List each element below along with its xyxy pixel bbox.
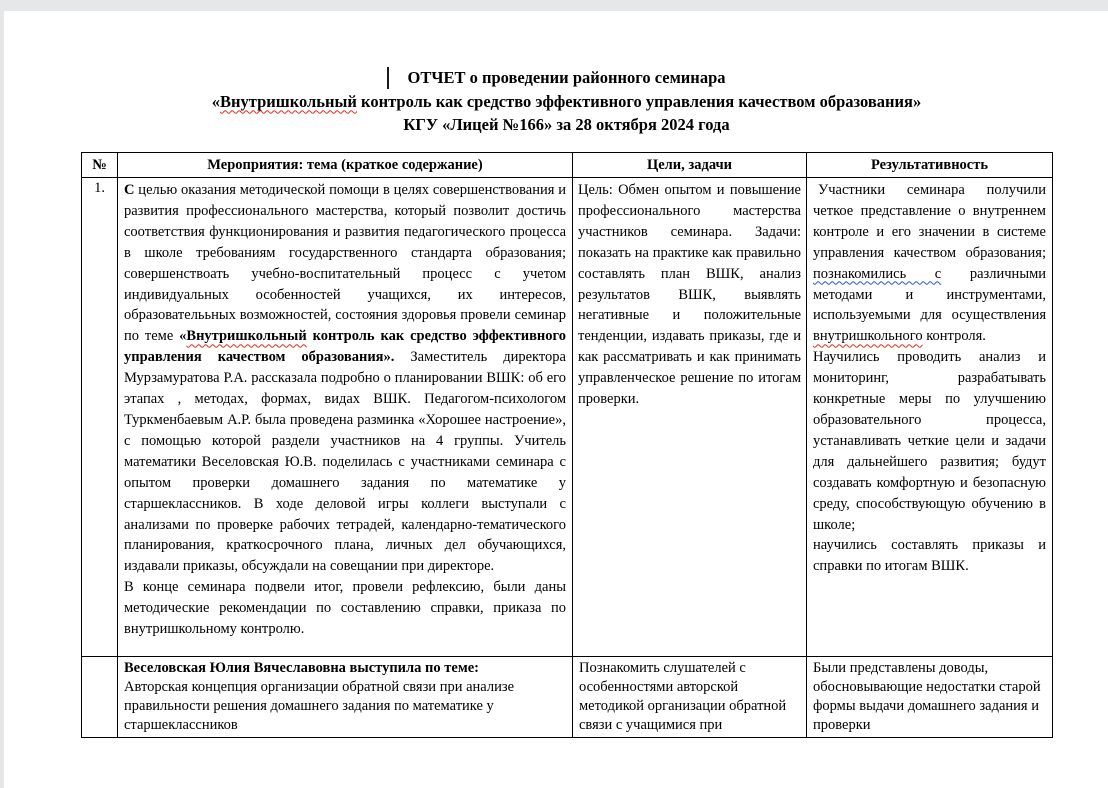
title-quote-open: « xyxy=(211,91,221,111)
column-header-results: Результативность xyxy=(807,153,1053,178)
title-line-school-date: КГУ «Лицей №166» за 28 октября 2024 года xyxy=(403,115,730,134)
row2-goals-text: Познакомить слушателей с особенностями авторской методикой организации обратной связи с учащимися при xyxy=(579,660,787,733)
table-row xyxy=(82,657,1053,738)
row1-goals-cell xyxy=(573,178,807,657)
row2-number-cell xyxy=(82,657,118,738)
results-text-2: различными методами и инструментами, используемыми для осуществления xyxy=(813,265,1046,324)
column-header-goals: Цели, задачи xyxy=(573,153,807,178)
activity-text-1: целью оказания методической помощи в целях совершенствования и развития профессионального мастерства, который позволит достичь соответствия функционирования и развития педагогического процесса в школе требованиям государственного стандарта образования; совершенствоать учебно-воспитательный процесс с учетом индивидуальных особенностей учащихся, их интересов, образователььных возможностей, состояния здоровья провели семинар по теме xyxy=(124,182,566,345)
results-paragraph-1 xyxy=(813,180,1046,347)
results-grammar-flagged-phrase: познакомились с xyxy=(813,265,942,282)
title-misspelled-word: Внутришкольный xyxy=(220,91,357,111)
title-theme-rest: контроль как средство эффективного управления качеством образования» xyxy=(356,91,922,111)
results-paragraph-3: научились составлять приказы и справки по итогам ВШК. xyxy=(813,537,1046,575)
row1-results-cell xyxy=(807,178,1053,657)
column-header-activity: Мероприятия: тема (краткое содержание) xyxy=(118,153,573,178)
results-text-1: Участники семинара получили четкое представление о внутреннем контроле и его значении в системе управления качеством образования; xyxy=(813,182,1046,261)
activity-paragraph-2: В конце семинара подвели итог, провели рефлексию, были даны методические рекомендации по составлению справки, приказа по внутришкольному контролю. xyxy=(124,579,566,638)
report-table xyxy=(81,152,1053,738)
column-header-number: № xyxy=(82,153,118,178)
results-text-3: контроля. xyxy=(922,328,986,345)
activity-bold-theme: контроль как средство эффективного управления качеством образования». xyxy=(124,328,566,366)
table-header-row xyxy=(82,153,1053,178)
row2-results-cell xyxy=(807,657,1053,738)
row1-activity-cell xyxy=(118,178,573,657)
activity-paragraph-1 xyxy=(124,180,566,577)
results-misspelled-word: внутришкольного xyxy=(813,328,923,345)
document-title xyxy=(81,66,1052,137)
table-row xyxy=(82,178,1053,657)
activity-text-2: Заместитель директора Мурзамуратова Р.А. рассказала подробно о планировании ВШК: об его этапах , методах, формах, видах ВШК. Педагогом-психологом Туркменбаевым А.Р. была проведена разминка «Хорошее настроение», с помощью которой раздели участников на 4 группы. Учитель математики Веселовская Ю.В. поделилась с участниками семинара с опытом проверки домашнего задания по математике у старшеклассников. В ходе деловой игры коллеги выступали с анализами по проверке рабочих тетрадей, календарно-тематического планирования, краткосрочного плана, личных дел обучающихся, издавали приказы, обсуждали на совещании при директоре. xyxy=(124,349,566,575)
goals-paragraph: Цель: Обмен опытом и повышение профессионального мастерства участников семинара. Задачи: показать на практике как правильно составлять план ВШК, анализ результатов ВШК, выявлять негативные и положительные тенденции, издавать приказы, где и как рассматривать и как принимать управленческое решение по итогам проверки. xyxy=(578,182,801,408)
row1-number-cell: 1. xyxy=(82,178,118,657)
row2-activity-cell xyxy=(118,657,573,738)
row2-activity-text: Авторская концепция организации обратной связи при анализе правильности решения домашнего задания по математике у старшеклассников xyxy=(124,679,515,733)
row2-results-text: Были представлены доводы, обосновывающие недостатки старой формы выдачи домашнего задания и проверки xyxy=(813,660,1041,733)
document-page[interactable] xyxy=(4,11,1108,788)
title-line-theme xyxy=(81,90,1052,114)
row2-goals-cell xyxy=(573,657,807,738)
activity-quote-open: « xyxy=(179,328,187,345)
results-paragraph-2: Научились проводить анализ и мониторинг, разрабатывать конкретные меры по улучшению образовательного процесса, устанавливать четкие цели и задачи для дальнейшего развития; будут создавать комфортную и безопасную среду, способствующую обучению в школе; xyxy=(813,349,1046,533)
activity-misspelled-word: Внутришкольный xyxy=(186,328,307,345)
title-line-report: ОТЧЕТ о проведении районного семинара xyxy=(407,68,726,87)
row2-activity-heading: Веселовская Юлия Вячеславовна выступила по теме: xyxy=(124,660,479,676)
activity-lead-bold: С xyxy=(124,182,135,198)
